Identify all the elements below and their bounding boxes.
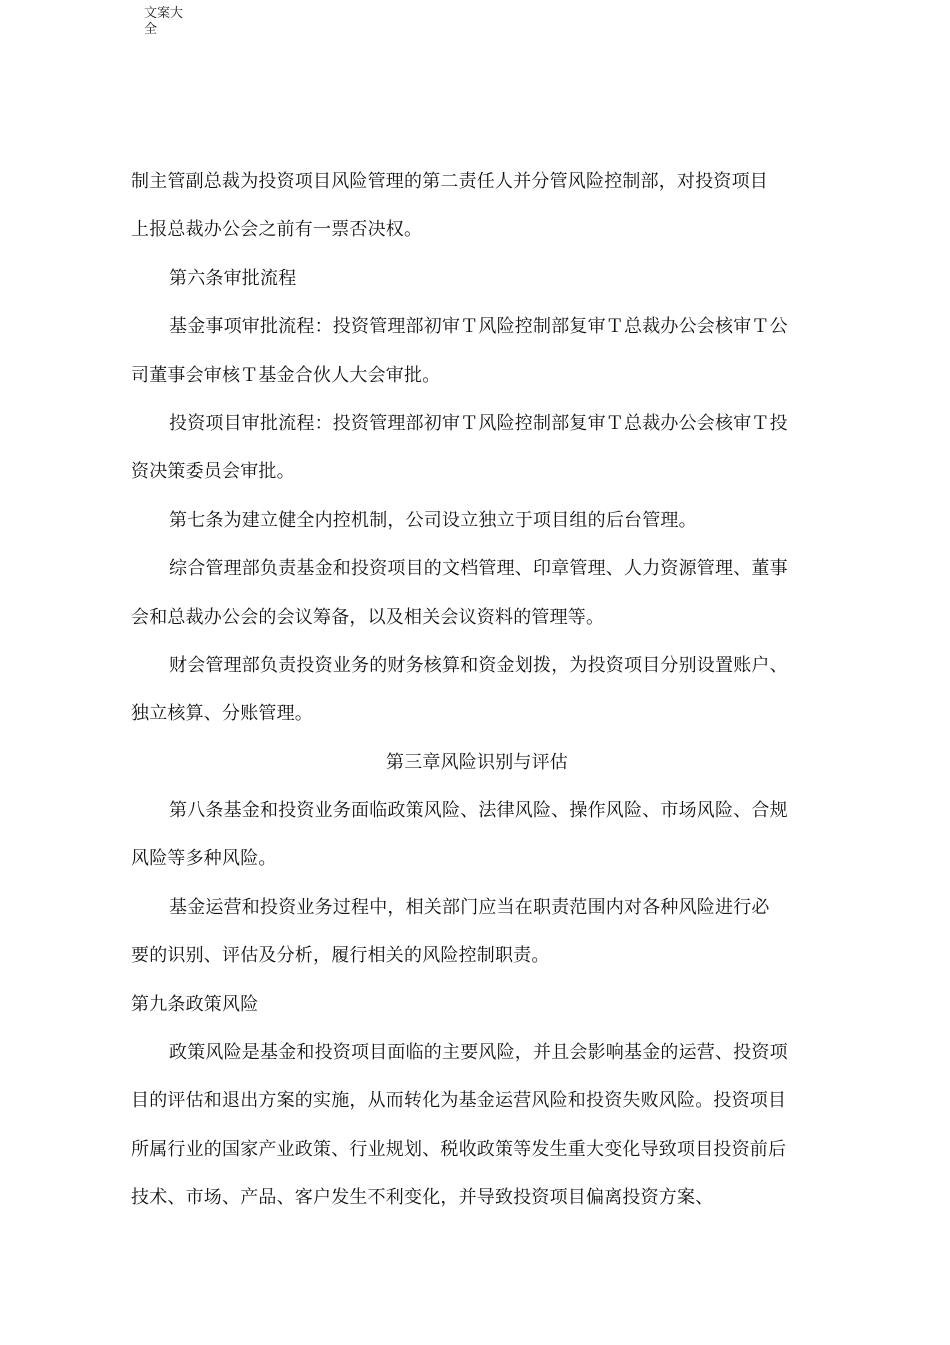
text-line: 投资项目审批流程：投资管理部初审Ｔ风险控制部复审Ｔ总裁办公会核审Ｔ投 [169,412,788,434]
text-line: 制主管副总裁为投资项目风险管理的第二责任人并分管风险控制部，对投资项目 [131,171,768,192]
text-line: 司董事会审核Ｔ基金合伙人大会审批。 [131,364,441,386]
text-line: 目的评估和退出方案的实施，从而转化为基金运营风险和投资失败风险。投资项目 [131,1090,787,1112]
text-line: 财会管理部负责投资业务的财务核算和资金划拨，为投资项目分别设置账户、 [169,654,788,676]
article-heading: 第六条审批流程 [169,267,297,289]
chapter-heading: 第三章风险识别与评估 [386,751,568,773]
text-line: 基金运营和投资业务过程中，相关部门应当在职责范围内对各种风险进行必 [169,896,770,918]
text-line: 风险等多种风险。 [131,848,277,870]
article-heading: 第九条政策风险 [131,993,259,1015]
text-line: 第七条为建立健全内控机制，公司设立独立于项目组的后台管理。 [169,509,697,531]
text-line: 综合管理部负责基金和投资项目的文档管理、印章管理、人力资源管理、董事 [169,558,788,580]
text-line: 第八条基金和投资业务面临政策风险、法律风险、操作风险、市场风险、合规 [169,800,788,822]
text-line: 所属行业的国家产业政策、行业规划、税收政策等发生重大变化导致项目投资前后 [131,1138,787,1160]
text-line: 政策风险是基金和投资项目面临的主要风险，并且会影响基金的运营、投资项 [169,1042,788,1064]
document-body [131,158,823,1223]
text-line: 基金事项审批流程：投资管理部初审Ｔ风险控制部复审Ｔ总裁办公会核审Ｔ公 [169,316,788,338]
text-line: 技术、市场、产品、客户发生不利变化，并导致投资项目偏离投资方案、 [131,1187,714,1209]
text-line: 资决策委员会审批。 [131,461,295,483]
text-line: 上报总裁办公会之前有一票否决权。 [131,219,423,241]
text-line: 会和总裁办公会的会议筹备，以及相关会议资料的管理等。 [131,606,605,628]
page-header-label: 文案大全 [144,6,184,37]
text-line: 要的识别、评估及分析，履行相关的风险控制职责。 [131,945,550,967]
text-line: 独立核算、分账管理。 [131,703,313,725]
